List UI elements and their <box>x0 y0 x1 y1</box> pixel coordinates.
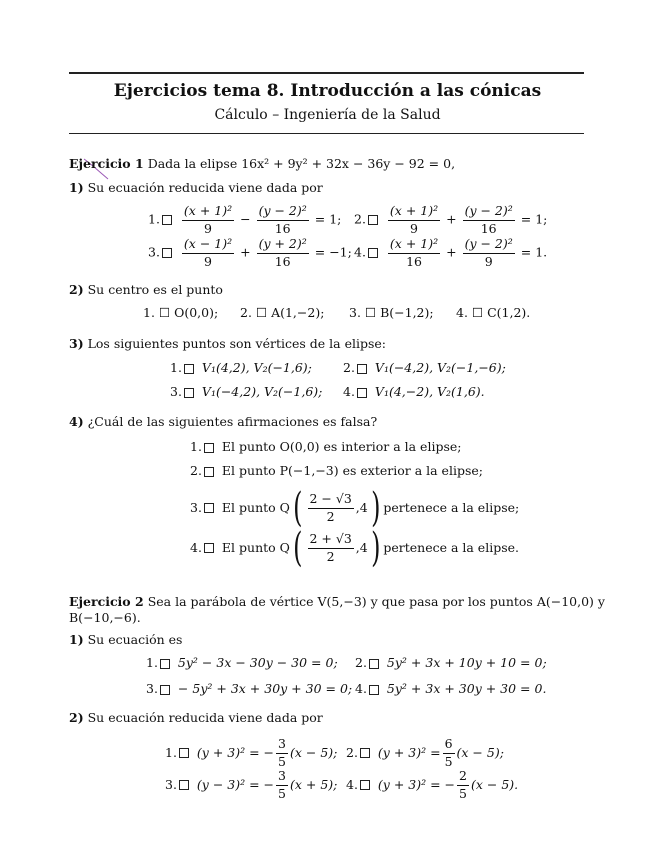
checkbox[interactable] <box>360 748 370 758</box>
checkbox[interactable] <box>179 780 189 790</box>
ex1-q1-option-2[interactable]: 2. $\frac{\text{(x + 1)²}}{9}$ + $\frac{\text{(y − 2)²}}{16}$ = 1; <box>354 203 548 236</box>
checkbox[interactable] <box>184 364 194 374</box>
ex2-q2-option-2[interactable]: 2. (y + 3)² = $\frac{6}{5}$ (x − 5); <box>346 736 504 769</box>
ex2-q1-option-2[interactable]: 2. 5y² + 3x + 10y + 10 = 0; <box>355 655 547 670</box>
ex1-q2-option-2[interactable]: 2. ☐ A(1,−2); <box>240 305 325 320</box>
ex1-q1-option-4[interactable]: 4. $\frac{\text{(x + 1)²}}{16}$ + $\frac{\text{(y − 2)²}}{9}$ = 1. <box>354 236 548 269</box>
checkbox[interactable] <box>160 685 170 695</box>
ex1-q2-option-1[interactable]: 1. ☐ O(0,0); <box>143 305 219 320</box>
ex2-q1-option-4[interactable]: 4. 5y² + 3x + 30y + 30 = 0. <box>355 681 547 696</box>
ex2-q2-option-3[interactable]: 3. (y − 3)² = − $\frac{3}{5}$ (x + 5); <box>165 768 338 801</box>
checkbox[interactable] <box>368 248 378 258</box>
ex2-q1-option-3[interactable]: 3. − 5y² + 3x + 30y + 30 = 0; <box>146 681 353 696</box>
top-rule <box>69 72 584 74</box>
ex1-q2-option-4[interactable]: 4. ☐ C(1,2). <box>456 305 531 320</box>
ex1-q1-text: Su ecuación reducida viene dada por <box>87 180 323 195</box>
ex1-q4-option-2[interactable]: 2. El punto P(−1,−3) es exterior a la elipse; <box>190 463 483 478</box>
ex1-q4-option-4[interactable]: 4. El punto Q ( $\frac{2 + √3}{2}$ ,4 ) pertenece a la elipse. <box>190 525 519 571</box>
checkbox[interactable] <box>162 215 172 225</box>
ex1-q4: 4) ¿Cuál de las siguientes afirmaciones es falsa? <box>69 414 378 429</box>
checkbox[interactable] <box>204 467 214 477</box>
checkbox[interactable] <box>360 780 370 790</box>
checkbox[interactable] <box>184 388 194 398</box>
checkbox[interactable] <box>369 685 379 695</box>
ex1-q1-option-1[interactable]: 1. $\frac{\text{(x + 1)²}}{9}$ − $\frac{\text{(y − 2)²}}{16}$ = 1; <box>148 203 342 236</box>
ex1-q2: 2) Su centro es el punto <box>69 282 223 297</box>
checkbox[interactable] <box>369 659 379 669</box>
ex1-q4-option-3[interactable]: 3. El punto Q ( $\frac{2 - √3}{2}$ ,4 ) pertenece a la elipse; <box>190 485 520 531</box>
ex1-q1 <box>69 182 323 195</box>
ex2-q2: 2) Su ecuación reducida viene dada por <box>69 710 323 725</box>
ex2-statement-line <box>69 596 605 609</box>
checkbox[interactable] <box>162 248 172 258</box>
checkbox[interactable] <box>357 364 367 374</box>
ex2-q1-option-1[interactable]: 1. 5y² − 3x − 30y − 30 = 0; <box>146 655 338 670</box>
checkbox[interactable] <box>179 748 189 758</box>
checkbox[interactable] <box>357 388 367 398</box>
ex2-q2-option-4[interactable]: 4. (y + 3)² = − $\frac{2}{5}$ (x − 5). <box>346 768 519 801</box>
ex1-statement-line <box>69 158 455 171</box>
ex1-q1-option-3[interactable]: 3. $\frac{\text{(x − 1)²}}{9}$ + $\frac{\text{(y + 2)²}}{16}$ = −1; <box>148 236 352 269</box>
page-title: Ejercicios tema 8. Introducción a las cónicas <box>113 81 542 101</box>
checkbox[interactable] <box>160 659 170 669</box>
page-subtitle: Cálculo – Ingeniería de la Salud <box>214 107 441 123</box>
ex1-q3-option-2[interactable]: 2. V₁(−4,2), V₂(−1,−6); <box>343 360 506 375</box>
checkbox[interactable] <box>204 543 214 553</box>
ex1-q3-option-3[interactable]: 3. V₁(−4,2), V₂(−1,6); <box>170 384 323 399</box>
ex2-label: Ejercicio 2 <box>69 594 144 609</box>
ex1-q3-option-4[interactable]: 4. V₁(4,−2), V₂(1,6). <box>343 384 485 399</box>
checkbox[interactable] <box>204 443 214 453</box>
ex1-q3: 3) Los siguientes puntos son vértices de la elipse: <box>69 336 387 351</box>
ex2-statement-cont: B(−10,−6). <box>69 610 141 625</box>
ex2-q2-option-1[interactable]: 1. (y + 3)² = − $\frac{3}{5}$ (x − 5); <box>165 736 338 769</box>
header-rule <box>69 133 584 134</box>
checkbox[interactable] <box>368 215 378 225</box>
ex1-q3-option-1[interactable]: 1. V₁(4,2), V₂(−1,6); <box>170 360 312 375</box>
checkbox[interactable] <box>204 503 214 513</box>
ex1-q4-option-1[interactable]: 1. El punto O(0,0) es interior a la elipse; <box>190 439 462 454</box>
ex2-statement: Sea la parábola de vértice V(5,−3) y que pasa por los puntos A(−10,0) y <box>147 594 605 609</box>
ex2-q1: 1) Su ecuación es <box>69 632 183 647</box>
ex1-label: Ejercicio 1 <box>69 156 144 171</box>
ex1-q1-number: 1) <box>69 180 84 195</box>
ex1-statement: Dada la elipse 16x² + 9y² + 32x − 36y − 92 = 0, <box>147 156 456 171</box>
ex1-q2-option-3[interactable]: 3. ☐ B(−1,2); <box>349 305 434 320</box>
